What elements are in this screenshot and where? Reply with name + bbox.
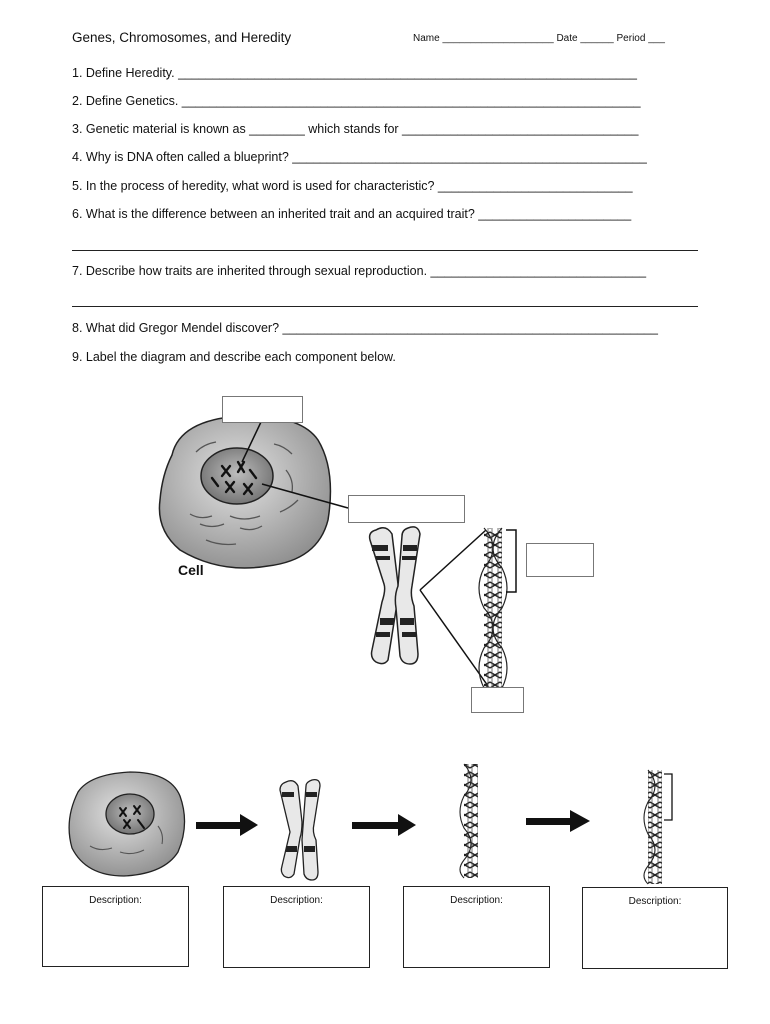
question-4[interactable]: 4. Why is DNA often called a blueprint? ___________________________________________________: [72, 150, 647, 164]
name-date-period-fields[interactable]: Name ____________________ Date ______ Period ___: [413, 33, 665, 44]
description-box-cell[interactable]: Description:: [42, 886, 189, 967]
dna-illustration: [479, 528, 516, 688]
description-box-chromosome[interactable]: Description:: [223, 886, 370, 968]
question-6[interactable]: 6. What is the difference between an inherited trait and an acquired trait? ______________________: [72, 207, 632, 221]
question-8[interactable]: 8. What did Gregor Mendel discover? ______________________________________________________: [72, 321, 658, 335]
cell-label: Cell: [178, 562, 204, 578]
question-7[interactable]: 7. Describe how traits are inherited through sexual reproduction. _______________________________: [72, 264, 647, 278]
question-2[interactable]: 2. Define Genetics. __________________________________________________________________: [72, 94, 641, 108]
arrow-2: [352, 814, 416, 836]
small-chromosome-illustration: [280, 780, 320, 880]
label-box-chromosome[interactable]: [348, 495, 465, 523]
small-gene-illustration: [644, 770, 672, 884]
arrow-1: [196, 814, 258, 836]
description-box-gene[interactable]: Description:: [582, 887, 728, 969]
label-box-gene[interactable]: [526, 543, 594, 577]
label-box-nucleus[interactable]: [222, 396, 303, 423]
question-9: 9. Label the diagram and describe each component below.: [72, 350, 396, 364]
small-dna-illustration: [460, 764, 478, 878]
arrow-3: [526, 810, 590, 832]
small-cell-illustration: [69, 772, 184, 876]
cell-illustration: [159, 416, 348, 568]
description-box-dna[interactable]: Description:: [403, 886, 550, 968]
question-5[interactable]: 5. In the process of heredity, what word is used for characteristic? ____________________________: [72, 179, 633, 193]
worksheet-title: Genes, Chromosomes, and Heredity: [72, 30, 292, 45]
chromosome-illustration: [370, 527, 488, 686]
question-3[interactable]: 3. Genetic material is known as ________ which stands for __________________________________: [72, 122, 639, 136]
gene-bracket: [506, 530, 516, 592]
small-gene-bracket: [664, 774, 672, 820]
question-1[interactable]: 1. Define Heredity. __________________________________________________________________: [72, 66, 637, 80]
label-box-dna[interactable]: [471, 687, 524, 713]
